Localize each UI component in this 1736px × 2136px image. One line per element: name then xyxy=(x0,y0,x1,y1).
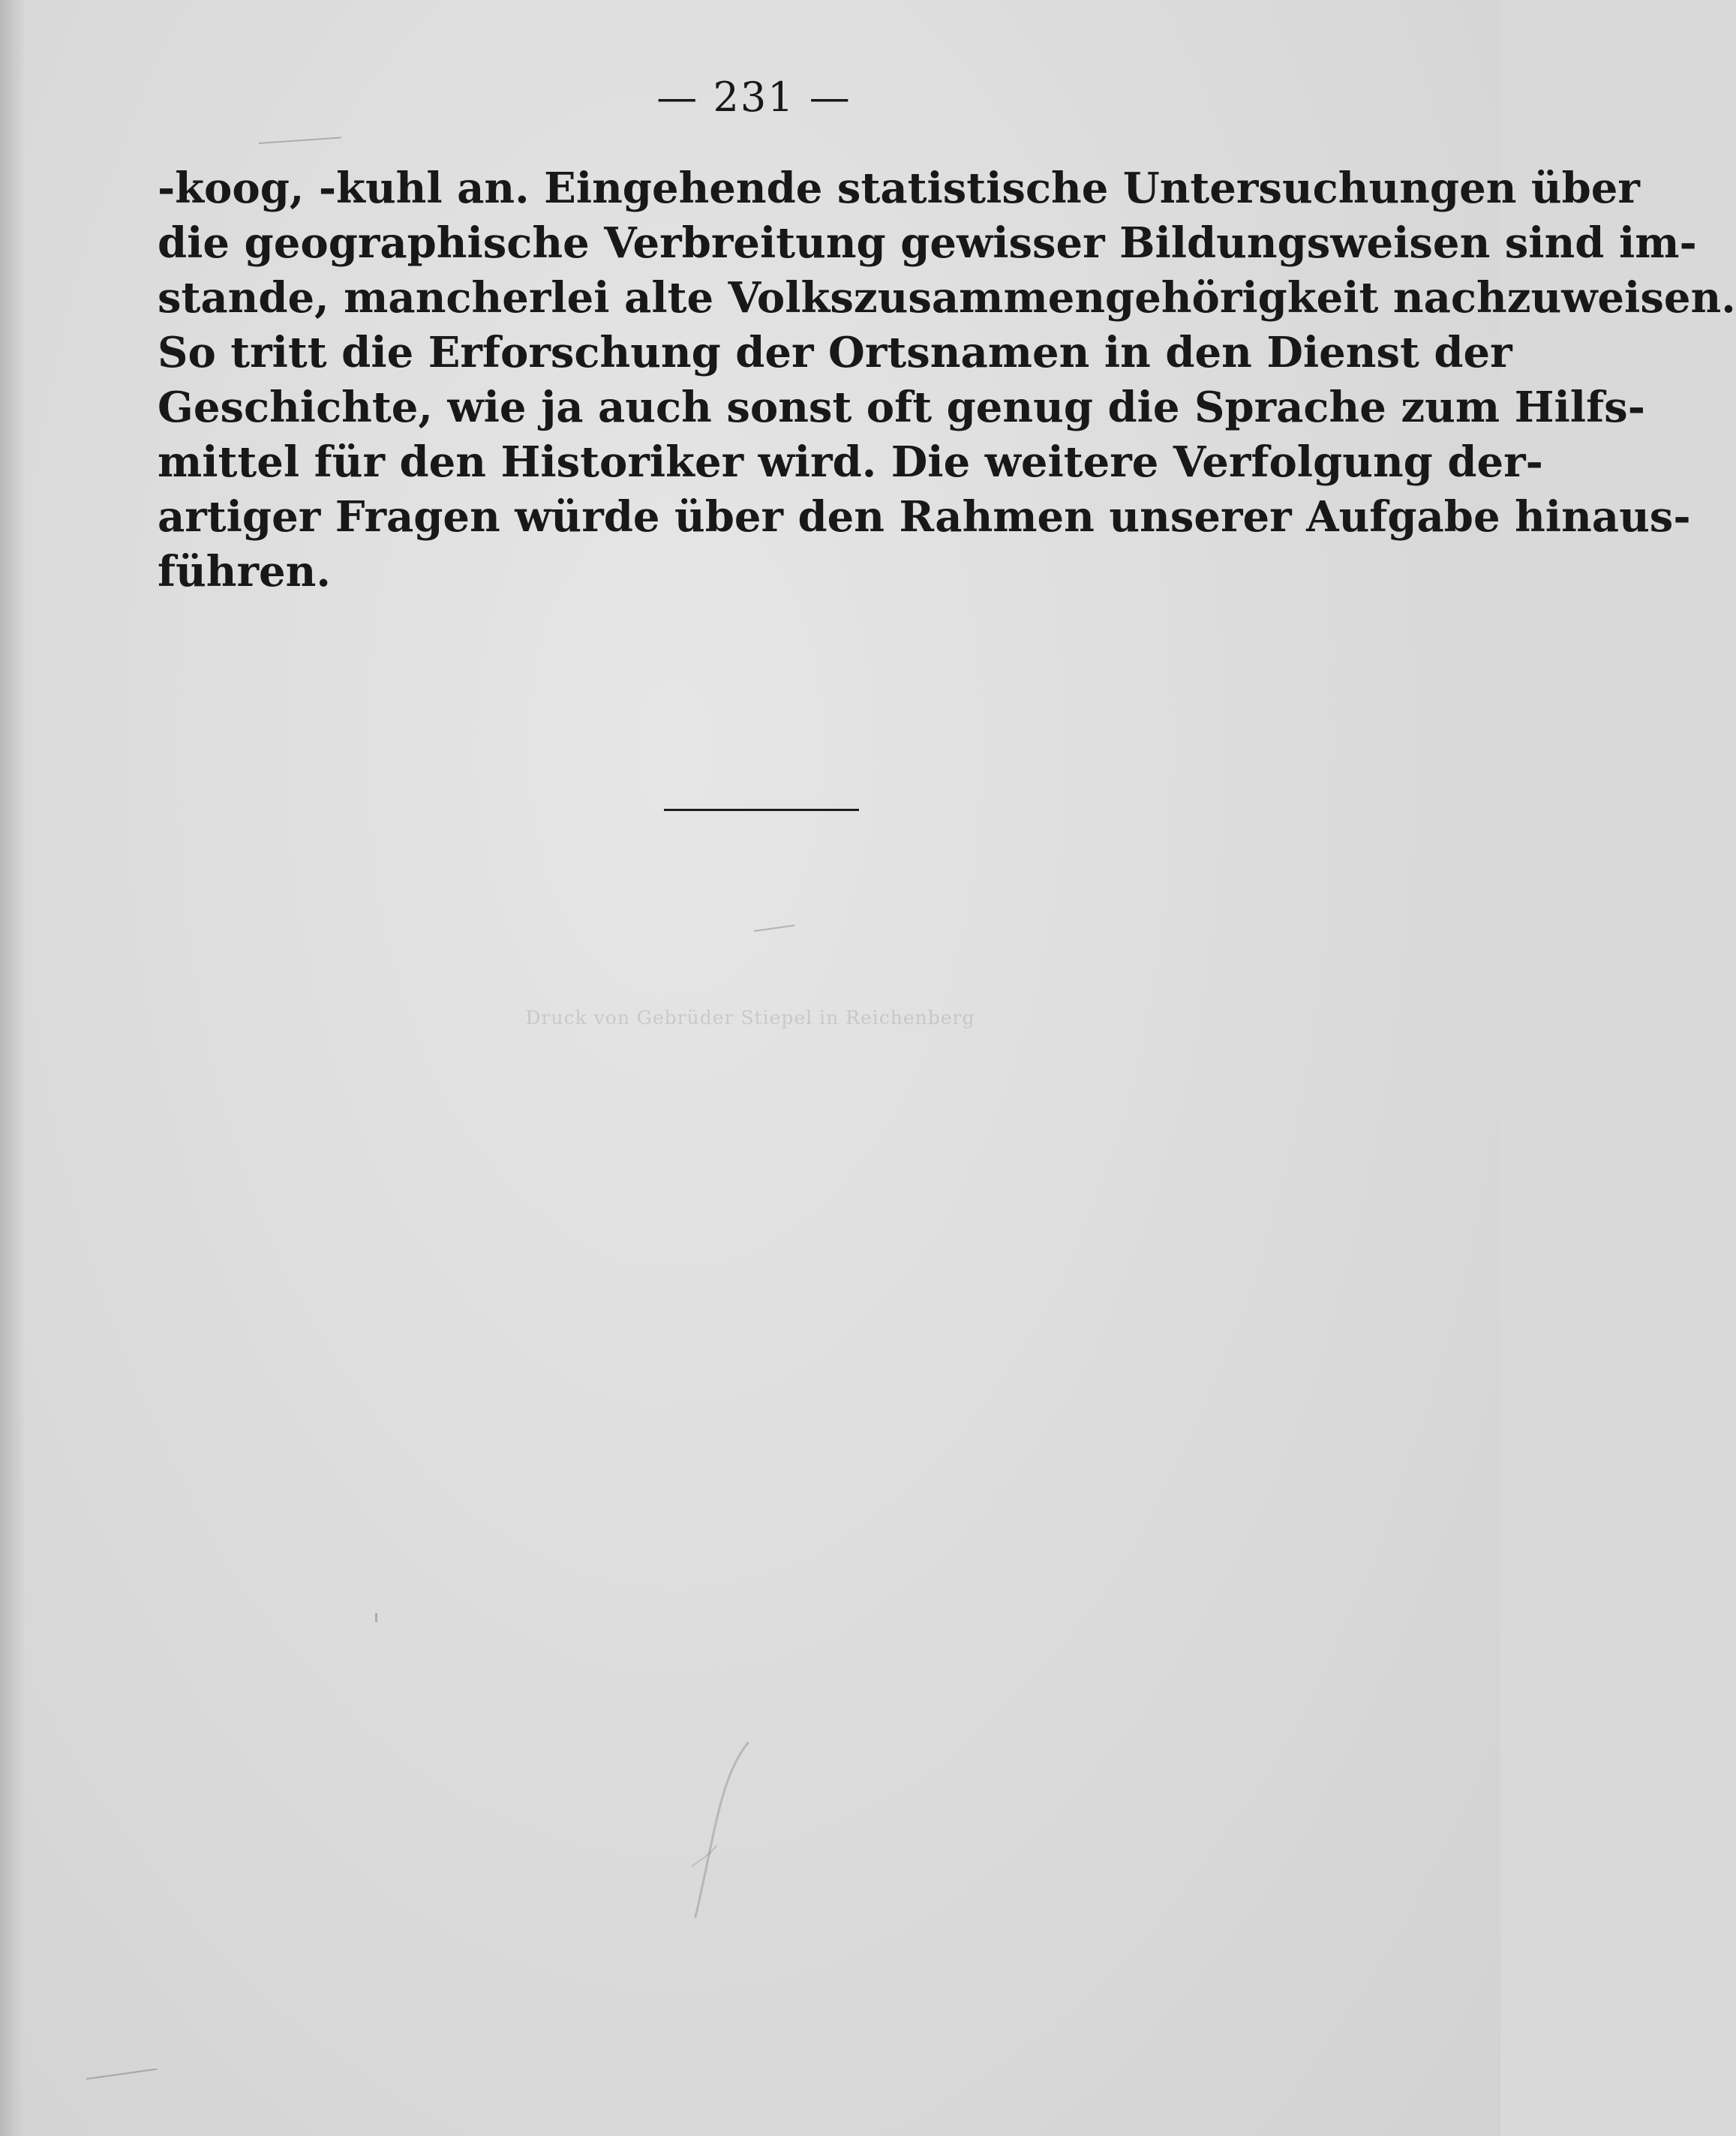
page-number: — 231 — xyxy=(656,74,851,121)
text-line-1: -koog, -kuhl an. Eingehende statistische Untersuchungen über xyxy=(158,164,1640,213)
text-line-6: mittel für den Historiker wird. Die weitere Verfolgung der- xyxy=(158,437,1543,487)
paper-speck xyxy=(375,1613,377,1622)
section-divider xyxy=(664,809,859,811)
text-line-2: die geographische Verbreitung gewisser Bildungsweisen sind im- xyxy=(158,218,1697,268)
page-binding-shadow xyxy=(0,0,26,2136)
body-paragraph xyxy=(158,161,1736,599)
text-line-5: Geschichte, wie ja auch sonst oft genug die Sprache zum Hilfs- xyxy=(158,383,1645,432)
pencil-curve-mark xyxy=(679,1737,761,1924)
paper-blemish-bottom xyxy=(86,2068,157,2080)
text-line-3: stande, mancherlei alte Volkszusammengehörigkeit nachzuweisen. xyxy=(158,273,1736,323)
paper-blemish-top xyxy=(259,137,341,144)
paper-blemish-middle xyxy=(754,924,795,932)
faint-printer-imprint: Druck von Gebrüder Stiepel in Reichenberg xyxy=(525,1007,975,1029)
text-line-4: So tritt die Erforschung der Ortsnamen in den Dienst der xyxy=(158,328,1512,377)
text-line-8: führen. xyxy=(158,547,331,596)
text-line-7: artiger Fragen würde über den Rahmen unserer Aufgabe hinaus- xyxy=(158,492,1691,542)
